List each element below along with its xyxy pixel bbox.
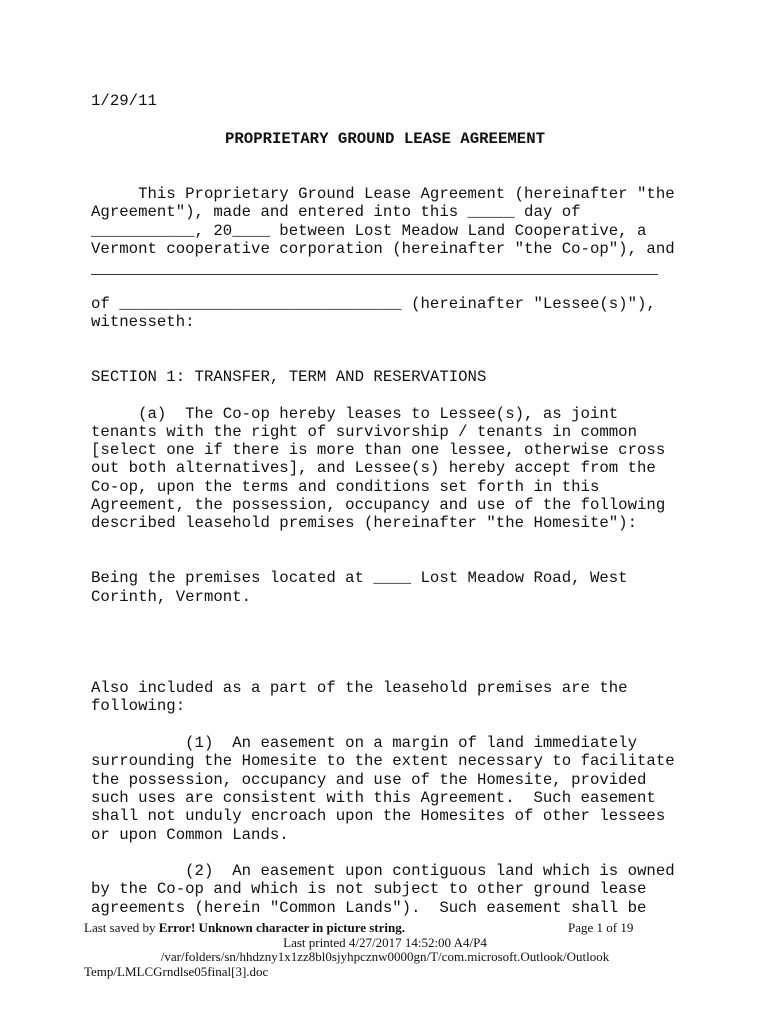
para-a-line: Agreement, the possession, occupancy and use of the following <box>91 496 666 514</box>
para-a-line: described leasehold premises (hereinafter "the Homesite"): <box>91 514 638 532</box>
footer-path: /var/folders/sn/hhdzny1x1zz8bl0sjyhpcznw0000gn/T/com.microsoft.Outlook/Outlook <box>160 949 610 964</box>
item1-line: such uses are consistent with this Agreement. Such easement <box>91 789 656 807</box>
intro-line: Agreement"), made and entered into this _____ day of <box>91 203 581 221</box>
premises-line: Corinth, Vermont. <box>91 588 252 606</box>
para-a-line: (a) The Co-op hereby leases to Lessee(s), as joint <box>91 405 619 423</box>
also-line: Also included as a part of the leasehold premises are the <box>91 679 628 697</box>
lessee-line: of ______________________________ (hereinafter "Lessee(s)"), <box>91 295 656 313</box>
item1-line: or upon Common Lands. <box>91 826 289 844</box>
item2-line: (2) An easement upon contiguous land which is owned <box>91 862 675 880</box>
footer-saved-error: Error! Unknown character in picture string. <box>158 920 405 935</box>
item1-line: the possession, occupancy and use of the Homesite, provided <box>91 771 647 789</box>
document-title: PROPRIETARY GROUND LEASE AGREEMENT <box>224 130 546 148</box>
footer-page-number: Page 1 of 19 <box>568 920 634 935</box>
item1-line: shall not unduly encroach upon the Homesites of other lessees <box>91 807 666 825</box>
lessee-line: witnesseth: <box>91 313 195 331</box>
premises-line: Being the premises located at ____ Lost Meadow Road, West <box>91 569 628 587</box>
also-line: following: <box>91 697 186 715</box>
signature-blank-line <box>91 274 658 275</box>
footer-filename: Temp/LMLCGrndlse05final[3].doc <box>84 964 269 979</box>
intro-line: ___________, 20____ between Lost Meadow Land Cooperative, a <box>91 222 647 240</box>
item2-line: agreements (herein "Common Lands"). Such easement shall be <box>91 899 647 917</box>
footer-saved-prefix: Last saved by <box>84 920 159 935</box>
para-a-line: [select one if there is more than one lessee, otherwise cross <box>91 441 666 459</box>
item2-line: by the Co-op and which is not subject to other ground lease <box>91 880 647 898</box>
item1-line: surrounding the Homesite to the extent necessary to facilitate <box>91 752 675 770</box>
intro-line: This Proprietary Ground Lease Agreement (hereinafter "the <box>91 185 675 203</box>
section-heading: SECTION 1: TRANSFER, TERM AND RESERVATIONS <box>91 368 487 386</box>
para-a-line: Co-op, upon the terms and conditions set forth in this <box>91 478 600 496</box>
para-a-line: out both alternatives], and Lessee(s) hereby accept from the <box>91 459 656 477</box>
footer-last-printed: Last printed 4/27/2017 14:52:00 A4/P4 <box>283 935 487 950</box>
para-a-line: tenants with the right of survivorship / tenants in common <box>91 423 638 441</box>
item1-line: (1) An easement on a margin of land immediately <box>91 734 638 752</box>
document-date: 1/29/11 <box>91 92 157 110</box>
intro-line: Vermont cooperative corporation (hereinafter "the Co-op"), and <box>91 240 675 258</box>
footer-last-saved <box>84 920 405 935</box>
